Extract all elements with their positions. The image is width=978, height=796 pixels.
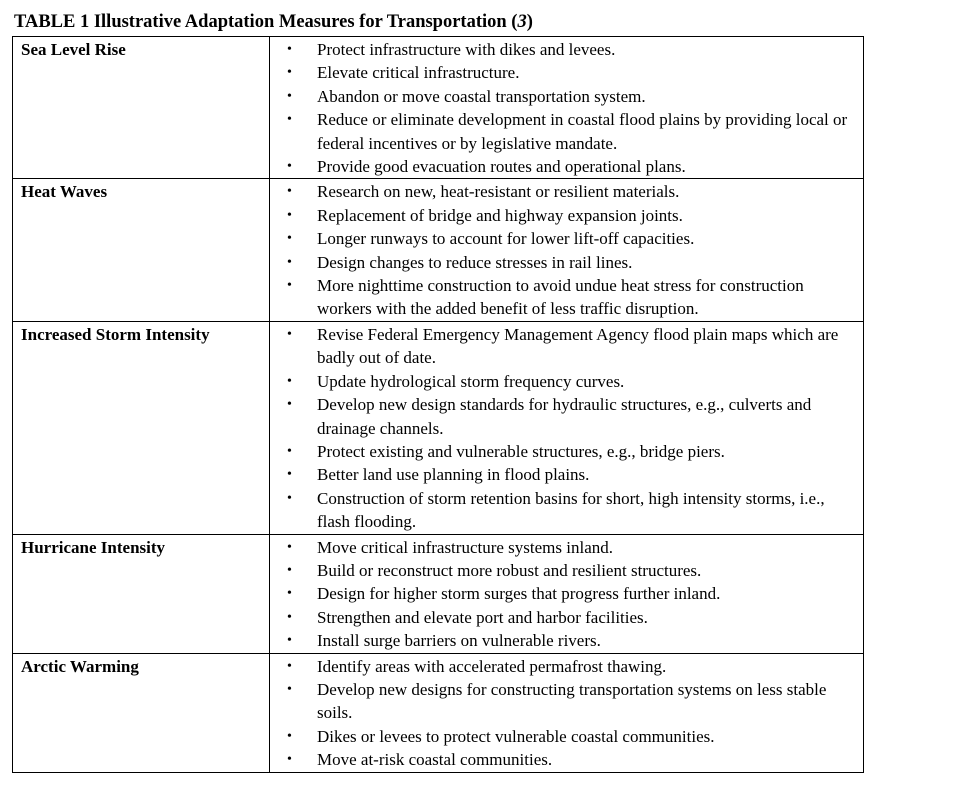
measures-cell [270,534,864,653]
bullet-icon: • [287,278,292,294]
list-item [270,227,863,250]
table-title-prefix: TABLE 1 Illustrative Adaptation Measures for Transportation ( [14,12,518,32]
bullet-icon: • [287,467,292,483]
table-title-suffix: ) [526,12,533,32]
list-item [270,204,863,227]
bullet-icon: • [287,88,292,104]
list-item [270,606,863,629]
measure-text: Dikes or levees to protect vulnerable coastal communities. [317,726,715,746]
list-item [270,725,863,748]
measure-text: Strengthen and elevate port and harbor facilities. [317,607,648,627]
bullet-icon: • [287,326,292,342]
measure-text: Protect existing and vulnerable structures, e.g., bridge piers. [317,441,725,461]
list-item [270,61,863,84]
measure-text: Install surge barriers on vulnerable rivers. [317,631,601,651]
bullet-icon: • [287,752,292,768]
table-title [14,11,533,33]
measure-text: Build or reconstruct more robust and resilient structures. [317,560,702,580]
table-row [13,653,864,772]
bullet-icon: • [287,373,292,389]
table-body [13,37,864,773]
measures-list [270,536,863,653]
bullet-icon: • [287,397,292,413]
adaptation-measures-table [12,36,864,773]
measures-list [270,655,863,772]
list-item [270,180,863,203]
measure-text: More nighttime construction to avoid undue heat stress for construction workers with the added benefit of less traffic disruption. [317,276,804,319]
measure-text: Longer runways to account for lower lift-off capacities. [317,229,695,249]
list-item [270,440,863,463]
bullet-icon: • [287,490,292,506]
measure-text: Abandon or move coastal transportation system. [317,86,646,106]
table-row [13,37,864,179]
list-item [270,582,863,605]
hazard-cell: Arctic Warming [13,653,270,772]
list-item [270,38,863,61]
bullet-icon: • [287,562,292,578]
bullet-icon: • [287,609,292,625]
bullet-icon: • [287,633,292,649]
bullet-icon: • [287,586,292,602]
list-item [270,655,863,678]
bullet-icon: • [287,184,292,200]
bullet-icon: • [287,231,292,247]
list-item [270,748,863,771]
measure-text: Reduce or eliminate development in coastal flood plains by providing local or federal incentives or by legislative mandate. [317,110,848,153]
bullet-icon: • [287,65,292,81]
measures-cell [270,653,864,772]
bullet-icon: • [287,112,292,128]
list-item [270,155,863,178]
measures-list [270,38,863,178]
measure-text: Develop new design standards for hydraulic structures, e.g., culverts and drainage channels. [317,395,812,438]
measures-cell [270,321,864,534]
table-row [13,321,864,534]
list-item [270,678,863,725]
bullet-icon: • [287,443,292,459]
measure-text: Identify areas with accelerated permafrost thawing. [317,656,667,676]
list-item [270,323,863,370]
bullet-icon: • [287,681,292,697]
hazard-cell: Increased Storm Intensity [13,321,270,534]
bullet-icon: • [287,539,292,555]
bullet-icon: • [287,658,292,674]
list-item [270,487,863,534]
measure-text: Research on new, heat-resistant or resilient materials. [317,182,680,202]
measures-cell [270,37,864,179]
measure-text: Better land use planning in flood plains. [317,465,590,485]
list-item [270,393,863,440]
measure-text: Provide good evacuation routes and operational plans. [317,157,686,177]
table-row [13,179,864,321]
bullet-icon: • [287,159,292,175]
measure-text: Design changes to reduce stresses in rail lines. [317,252,633,272]
measure-text: Construction of storm retention basins for short, high intensity storms, i.e., flash flooding. [317,488,825,532]
bullet-icon: • [287,254,292,270]
measures-list [270,323,863,534]
list-item [270,370,863,393]
list-item [270,251,863,274]
measure-text: Elevate critical infrastructure. [317,63,520,83]
table-row [13,534,864,653]
measure-text: Revise Federal Emergency Management Agency flood plain maps which are badly out of date. [317,324,839,368]
list-item [270,463,863,486]
hazard-cell: Sea Level Rise [13,37,270,179]
hazard-cell: Hurricane Intensity [13,534,270,653]
bullet-icon: • [287,42,292,57]
measure-text: Develop new designs for constructing transportation systems on less stable soils. [317,679,827,723]
list-item [270,536,863,559]
measure-text: Move critical infrastructure systems inland. [317,537,613,557]
measures-cell [270,179,864,321]
hazard-cell: Heat Waves [13,179,270,321]
measures-list [270,180,863,320]
list-item [270,274,863,321]
table-title-reference: 3 [517,12,527,32]
measure-text: Design for higher storm surges that progress further inland. [317,584,721,604]
list-item [270,559,863,582]
measure-text: Update hydrological storm frequency curves. [317,371,625,391]
list-item [270,108,863,155]
measure-text: Move at-risk coastal communities. [317,750,553,770]
list-item [270,85,863,108]
list-item [270,629,863,652]
bullet-icon: • [287,728,292,744]
measure-text: Protect infrastructure with dikes and levees. [317,40,616,59]
measure-text: Replacement of bridge and highway expansion joints. [317,205,683,225]
bullet-icon: • [287,207,292,223]
